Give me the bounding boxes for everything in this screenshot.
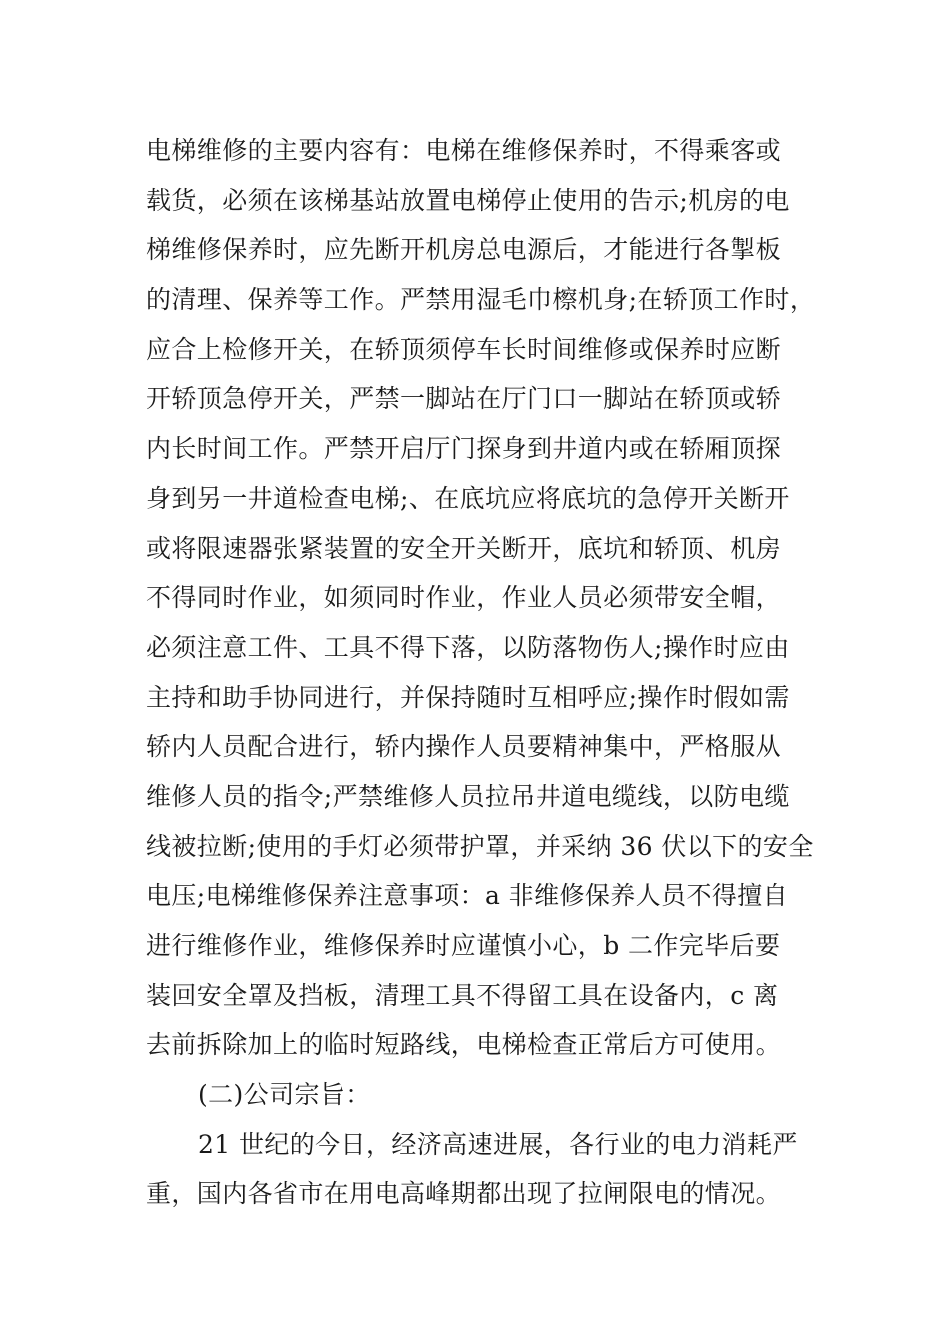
paragraph-maintenance-content	[146, 126, 816, 1070]
text-line: 内长时间工作。严禁开启厅门探身到井道内或在轿厢顶探	[146, 434, 782, 464]
text-line: 载货，必须在该梯基站放置电梯停止使用的告示;机房的电	[146, 185, 790, 215]
text-line: 电梯维修的主要内容有：电梯在维修保养时，不得乘客或	[146, 136, 782, 165]
text-line: 身到另一井道检查电梯;、在底坑应将底坑的急停开关断开	[146, 483, 790, 513]
text-line: 去前拆除加上的临时短路线，电梯检查正常后方可使用。	[146, 1030, 782, 1060]
text-line: 进行维修作业，维修保养时应谨慎小心，b 二作完毕后要	[146, 931, 781, 960]
text-line: 应合上检修开关，在轿顶须停车长时间维修或保养时应断	[146, 334, 782, 364]
text-line: 装回安全罩及挡板，清理工具不得留工具在设备内，c 离	[146, 980, 779, 1010]
text-line: 重，国内各省市在用电高峰期都出现了拉闸限电的情况。	[146, 1179, 782, 1209]
section-heading-text: (二)公司宗旨：	[198, 1080, 371, 1110]
text-line: 轿内人员配合进行，轿内操作人员要精神集中，严格服从	[146, 732, 782, 762]
text-line: 主持和助手协同进行，并保持随时互相呼应;操作时假如需	[146, 682, 790, 712]
text-line: 梯维修保养时，应先断开机房总电源后，才能进行各掣板	[146, 235, 782, 265]
text-line: 电压;电梯维修保养注意事项：a 非维修保养人员不得擅自	[146, 881, 789, 911]
text-line: 的清理、保养等工作。严禁用湿毛巾檫机身;在轿顶工作时，	[146, 285, 816, 315]
section-heading	[146, 1070, 816, 1120]
text-line: 21 世纪的今日，经济高速进展，各行业的电力消耗严	[198, 1129, 798, 1159]
text-line: 不得同时作业，如须同时作业，作业人员必须带安全帽，	[146, 583, 782, 613]
text-line: 线被拉断;使用的手灯必须带护罩，并采纳 36 伏以下的安全	[146, 831, 814, 861]
text-line: 开轿顶急停开关，严禁一脚站在厅门口一脚站在轿顶或轿	[146, 384, 782, 414]
text-line: 必须注意工件、工具不得下落，以防落物伤人;操作时应由	[146, 632, 790, 662]
document-body	[146, 126, 816, 1219]
paragraph-company-purpose	[146, 1120, 816, 1219]
text-line: 或将限速器张紧装置的安全开关断开，底坑和轿顶、机房	[146, 533, 782, 563]
text-line: 维修人员的指令;严禁维修人员拉吊井道电缆线，以防电缆	[146, 781, 790, 811]
